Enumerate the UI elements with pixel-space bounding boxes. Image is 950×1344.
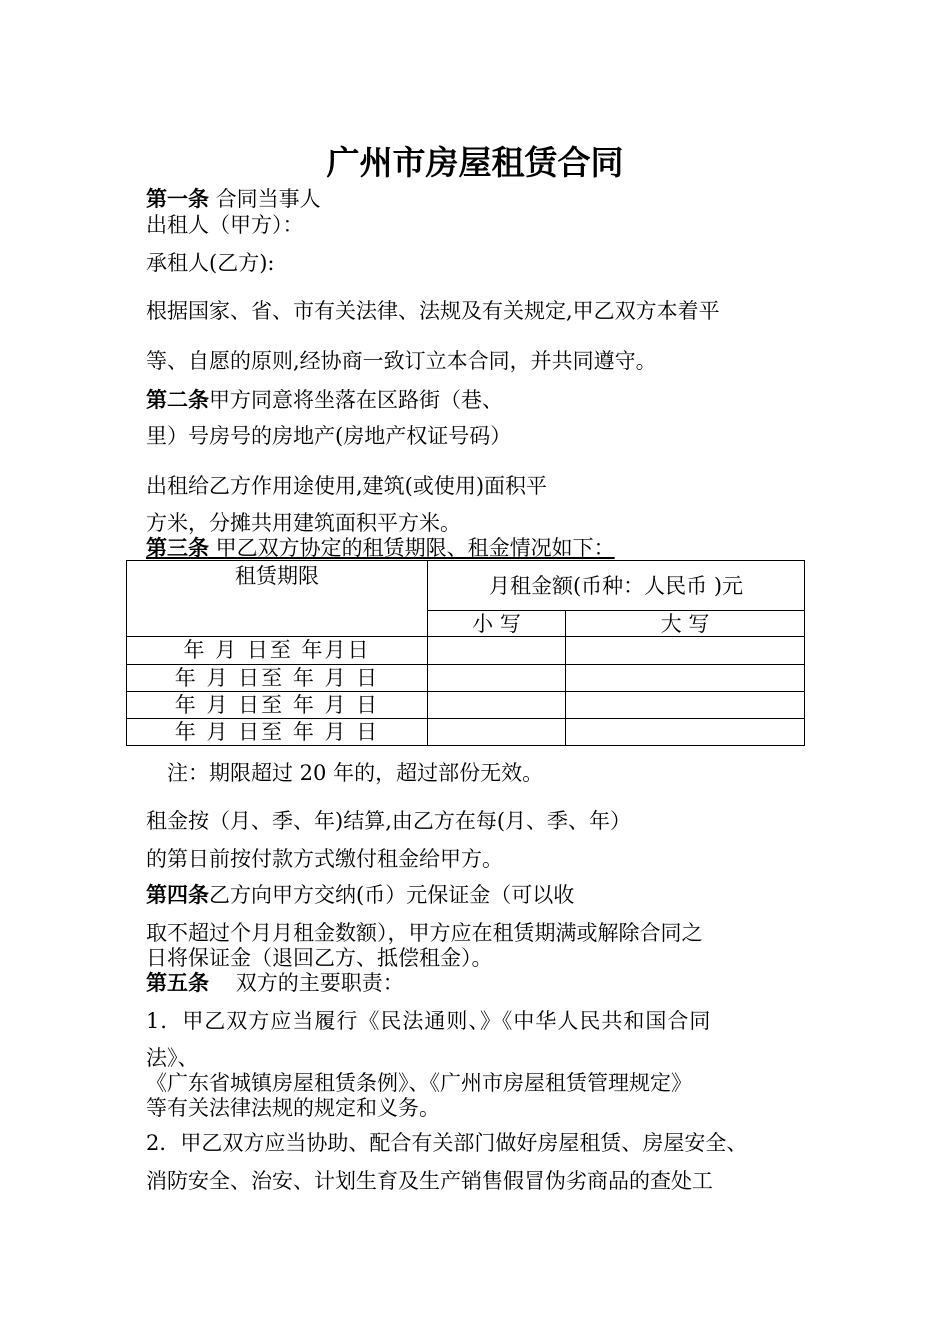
big-write-header: 大 写 [566, 611, 805, 637]
lessee-line: 承租人(乙方): [146, 251, 275, 275]
article2-text1: 甲方同意将坐落在区路街（巷、 [209, 388, 503, 412]
rent-table [126, 560, 805, 746]
article5-title: 双方的主要职责： [209, 971, 404, 995]
small-write-header: 小 写 [428, 611, 566, 637]
small-amount-cell [428, 664, 566, 691]
article2-line1 [146, 387, 503, 413]
duty2-line2: 消防安全、治安、计划生育及生产销售假冒伪劣商品的查处工 [146, 1169, 713, 1193]
duty1-line1: 1．甲乙双方应当履行《民法通则、》《中华人民共和国合同 [146, 1009, 712, 1033]
lessor-line: 出租人（甲方）： [146, 213, 304, 237]
article5-heading: 第五条 [146, 970, 209, 995]
article1-heading-line [146, 186, 321, 212]
article3-heading: 第三条 [146, 535, 209, 560]
article4-line2: 取不超过个月月租金数额），甲方应在租赁期满或解除合同之 [146, 921, 703, 945]
article3-heading-line [146, 535, 615, 561]
article4-line3: 日将保证金（退回乙方、抵偿租金）。 [146, 946, 493, 970]
rent-period-cell: 年 月 日至 年 月 日 [127, 718, 428, 745]
rent-period-header: 租赁期限 [127, 561, 428, 637]
small-amount-cell [428, 718, 566, 745]
article4-line1 [146, 882, 574, 908]
payment-line1: 租金按（月、季、年)结算,由乙方在每(月、季、年） [146, 809, 632, 833]
big-amount-cell [566, 691, 805, 718]
small-amount-cell [428, 637, 566, 664]
duty2-line1: 2．甲乙双方应当协助、配合有关部门做好房屋租赁、房屋安全、 [146, 1131, 748, 1155]
article3-title: 甲乙双方协定的租赁期限、租金情况如下： [209, 536, 615, 560]
article2-line3: 出租给乙方作用途使用,建筑(或使用)面积平 [146, 474, 548, 498]
small-amount-cell [428, 691, 566, 718]
duty1-line2: 法》、 [146, 1046, 199, 1070]
article2-line2: 里）号房号的房地产(房地产权证号码） [146, 424, 512, 448]
term-note: 注：期限超过 20 年的，超过部份无效。 [167, 761, 544, 785]
article4-heading: 第四条 [146, 882, 209, 907]
big-amount-cell [566, 718, 805, 745]
article1-title: 合同当事人 [209, 187, 321, 211]
article5-heading-line [146, 970, 404, 996]
article2-line4: 方米，分摊共用建筑面积平方米。 [146, 511, 461, 535]
big-amount-cell [566, 637, 805, 664]
rent-period-cell: 年 月 日至 年 月 日 [127, 691, 428, 718]
document-title: 广州市房屋租赁合同 [326, 143, 624, 182]
payment-line2: 的第日前按付款方式缴付租金给甲方。 [146, 847, 503, 871]
duty1-line4: 等有关法律法规的规定和义务。 [146, 1096, 440, 1120]
duty1-line3: 《广东省城镇房屋租赁条例》、《广州市房屋租赁管理规定》 [146, 1071, 692, 1095]
article1-paragraph-line1: 根据国家、省、市有关法律、法规及有关规定,甲乙双方本着平 [146, 299, 720, 323]
big-amount-cell [566, 664, 805, 691]
rent-period-cell: 年 月 日至 年 月 日 [127, 664, 428, 691]
article4-text1: 乙方向甲方交纳(币）元保证金（可以收 [209, 883, 575, 907]
article2-heading: 第二条 [146, 387, 209, 412]
article1-heading: 第一条 [146, 186, 209, 211]
monthly-rent-header: 月租金额(币种：人民币 )元 [428, 561, 805, 611]
article1-paragraph-line2: 等、自愿的原则,经协商一致订立本合同，并共同遵守。 [146, 349, 657, 373]
rent-period-cell: 年 月 日至 年月日 [127, 637, 428, 664]
